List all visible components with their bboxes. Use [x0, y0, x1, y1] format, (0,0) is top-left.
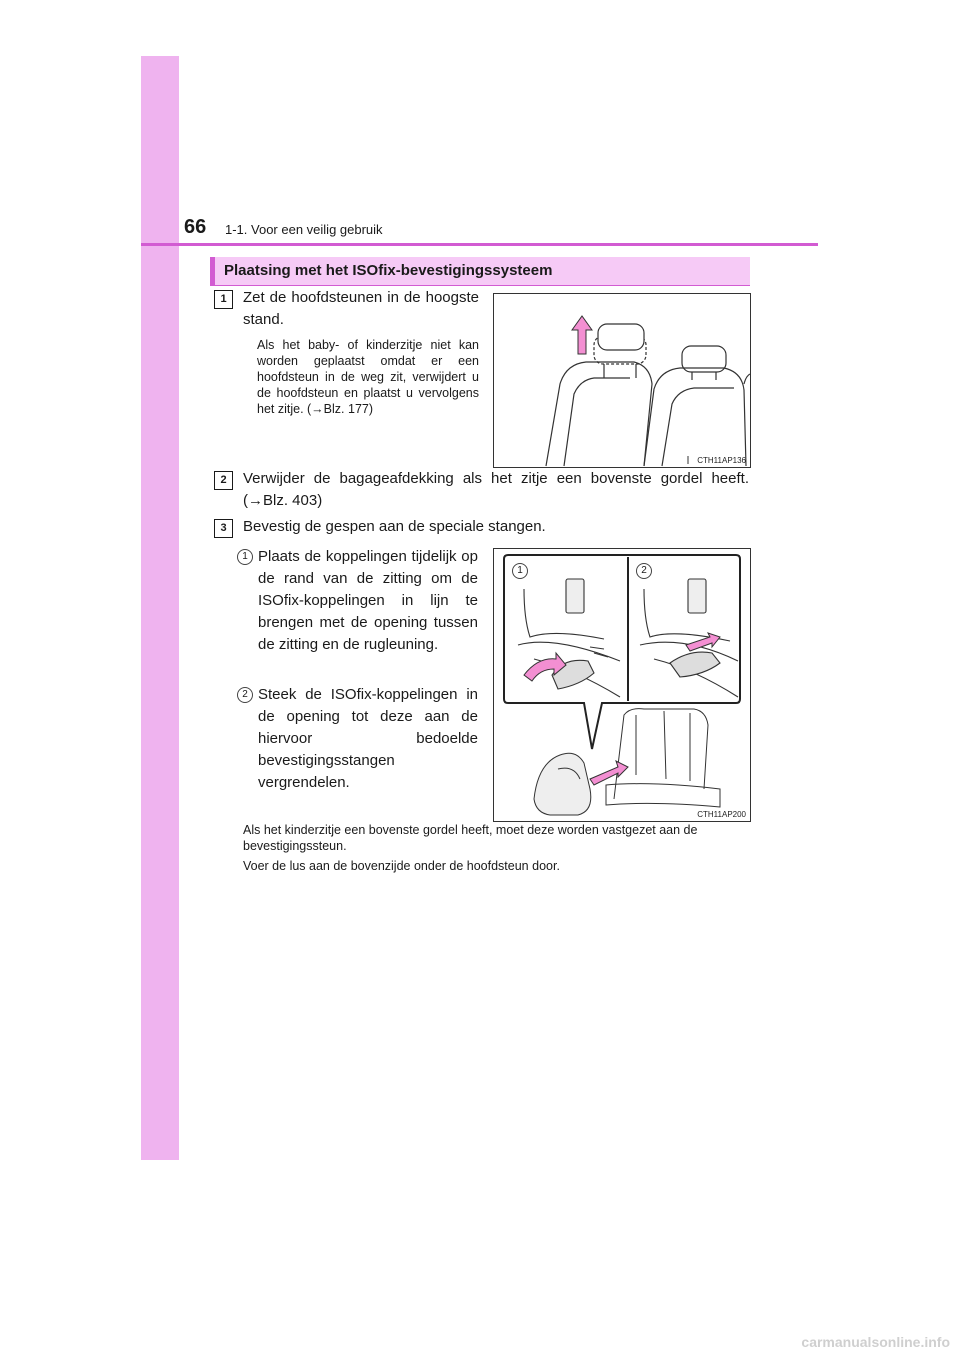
substep-2-text: Steek de ISOfix-koppelingen in de opening tot deze aan de hiervoor bedoelde bevestigingsstangen vergrendelen.: [258, 686, 478, 791]
svg-text:carmanualsonline.info: carmanualsonline.info: [801, 1334, 950, 1350]
figure-1-code: CTH11AP136: [697, 456, 746, 465]
substep-1-text: Plaats de koppelingen tijdelijk op de rand van de zitting om de ISOfix-koppelingen in lijn te brengen met de opening tussen de zitting en de rugleuning.: [258, 548, 478, 653]
section-header-underline: [210, 285, 750, 286]
substep-circle-1: 1: [237, 549, 253, 565]
figure-headrest: [493, 293, 751, 468]
step-1-text: Zet de hoofdsteunen in de hoogste stand.: [243, 289, 479, 328]
side-strip: [141, 56, 179, 1160]
step-badge-2: 2: [214, 471, 233, 490]
chapter-title: 1-1. Voor een veilig gebruik: [225, 222, 383, 237]
step-2-text: Verwijder de bagageafdekking als het zitje een bovenste gordel heeft. (→Blz. 403): [243, 470, 749, 509]
figure-callout-1: 1: [512, 563, 528, 579]
step-1-note: Als het baby- of kinderzitje niet kan worden geplaatst omdat er een hoofdsteun in de weg zit, verwijdert u de hoofdsteun en plaatst u vervolgens het zitje. (→Blz. 177): [257, 338, 479, 416]
step-3-text: Bevestig de gespen aan de speciale stangen.: [243, 518, 546, 535]
isofix-illustration: [494, 549, 750, 821]
step-badge-1: 1: [214, 290, 233, 309]
figure-callout-2: 2: [636, 563, 652, 579]
headrest-illustration: [494, 294, 750, 467]
header-rule: [141, 243, 818, 246]
watermark-logo: [700, 1332, 950, 1352]
section-title: Plaatsing met het ISOfix-bevestigingssysteem: [224, 262, 553, 279]
note-top-tether: Als het kinderzitje een bovenste gordel heeft, moet deze worden vastgezet aan de bevestigingssteun.: [243, 823, 698, 853]
step-badge-3: 3: [214, 519, 233, 538]
figure-isofix: [493, 548, 751, 822]
page-number: 66: [184, 216, 207, 238]
note-loop: Voer de lus aan de bovenzijde onder de hoofdsteun door.: [243, 859, 560, 873]
figure-2-code: CTH11AP200: [697, 810, 746, 819]
section-header: [210, 257, 750, 285]
substep-circle-2: 2: [237, 687, 253, 703]
